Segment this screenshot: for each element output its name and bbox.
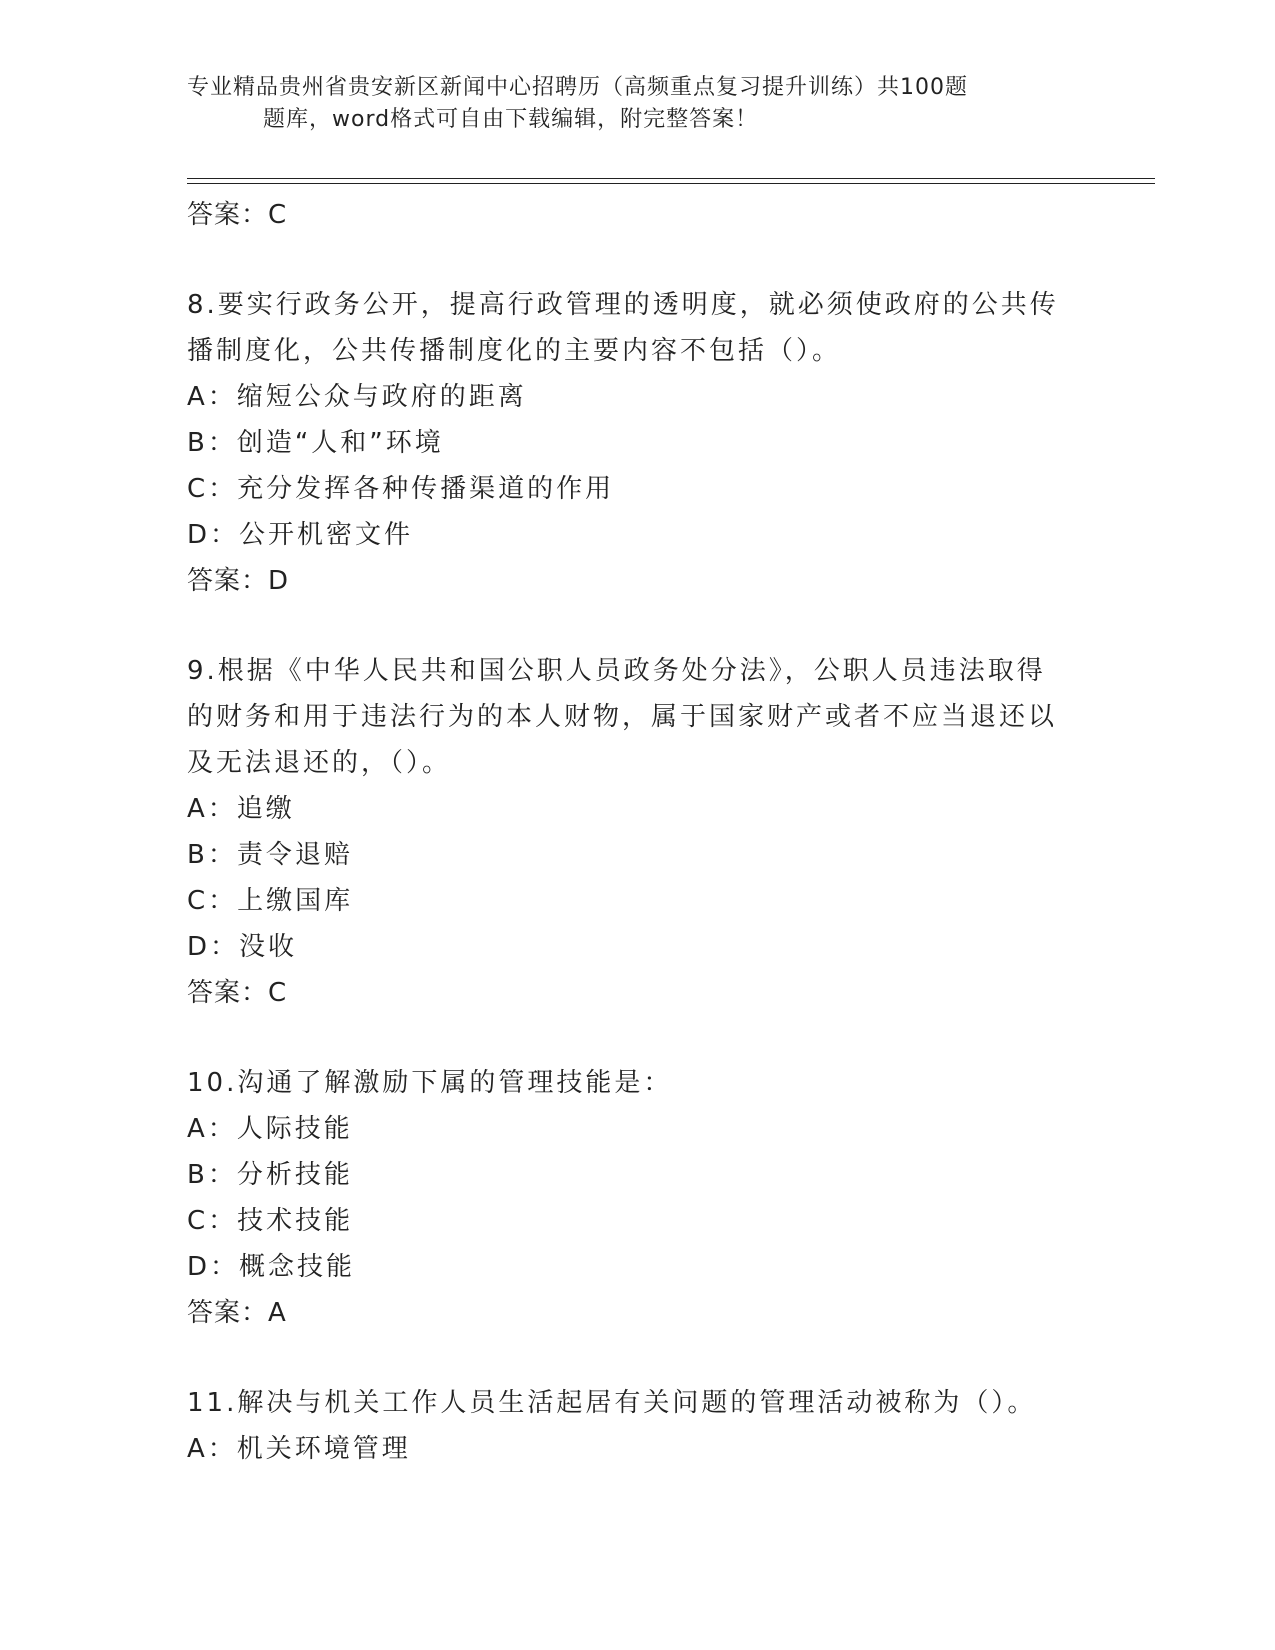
question-text-line: 播制度化，公共传播制度化的主要内容不包括（）。 (187, 336, 842, 366)
option-a: A：追缴 (187, 794, 295, 824)
option-b: B：责令退赔 (187, 840, 353, 870)
document-header (187, 72, 1047, 136)
header-title-line1: 专业精品贵州省贵安新区新闻中心招聘历（高频重点复习提升训练）共100题 (187, 75, 968, 100)
answer-text: 答案：A (187, 1298, 287, 1328)
question-10 (187, 1060, 1067, 1336)
question-9 (187, 648, 1067, 1016)
option-d: D：概念技能 (187, 1252, 356, 1282)
question-text-line: 10.沟通了解激励下属的管理技能是： (187, 1068, 673, 1098)
option-a: A：机关环境管理 (187, 1434, 411, 1464)
question-8 (187, 282, 1067, 604)
question-text-line: 及无法退还的，（）。 (187, 748, 452, 778)
option-c: C：充分发挥各种传播渠道的作用 (187, 474, 615, 504)
question-text-line: 9.根据《中华人民共和国公职人员政务处分法》，公职人员违法取得 (187, 656, 1046, 686)
answer-text: 答案：C (187, 200, 288, 230)
header-divider-top (187, 178, 1155, 179)
question-list (187, 192, 1067, 1472)
question-text-line: 的财务和用于违法行为的本人财物，属于国家财产或者不应当退还以 (187, 702, 1058, 732)
header-divider-bottom (187, 183, 1155, 184)
option-a: A：人际技能 (187, 1114, 353, 1144)
answer-text: 答案：D (187, 566, 290, 596)
option-b: B：创造“人和”环境 (187, 428, 444, 458)
option-a: A：缩短公众与政府的距离 (187, 382, 527, 412)
question-11 (187, 1380, 1067, 1472)
option-b: B：分析技能 (187, 1160, 353, 1190)
question-text-line: 11.解决与机关工作人员生活起居有关问题的管理活动被称为（）。 (187, 1388, 1037, 1418)
option-d: D：公开机密文件 (187, 520, 414, 550)
answer-text: 答案：C (187, 978, 288, 1008)
question-text-line: 8.要实行政务公开，提高行政管理的透明度，就必须使政府的公共传 (187, 290, 1059, 320)
option-c: C：上缴国库 (187, 886, 354, 916)
option-c: C：技术技能 (187, 1206, 354, 1236)
option-d: D：没收 (187, 932, 298, 962)
header-title-line2: 题库，word格式可自由下载编辑，附完整答案！ (263, 107, 759, 132)
